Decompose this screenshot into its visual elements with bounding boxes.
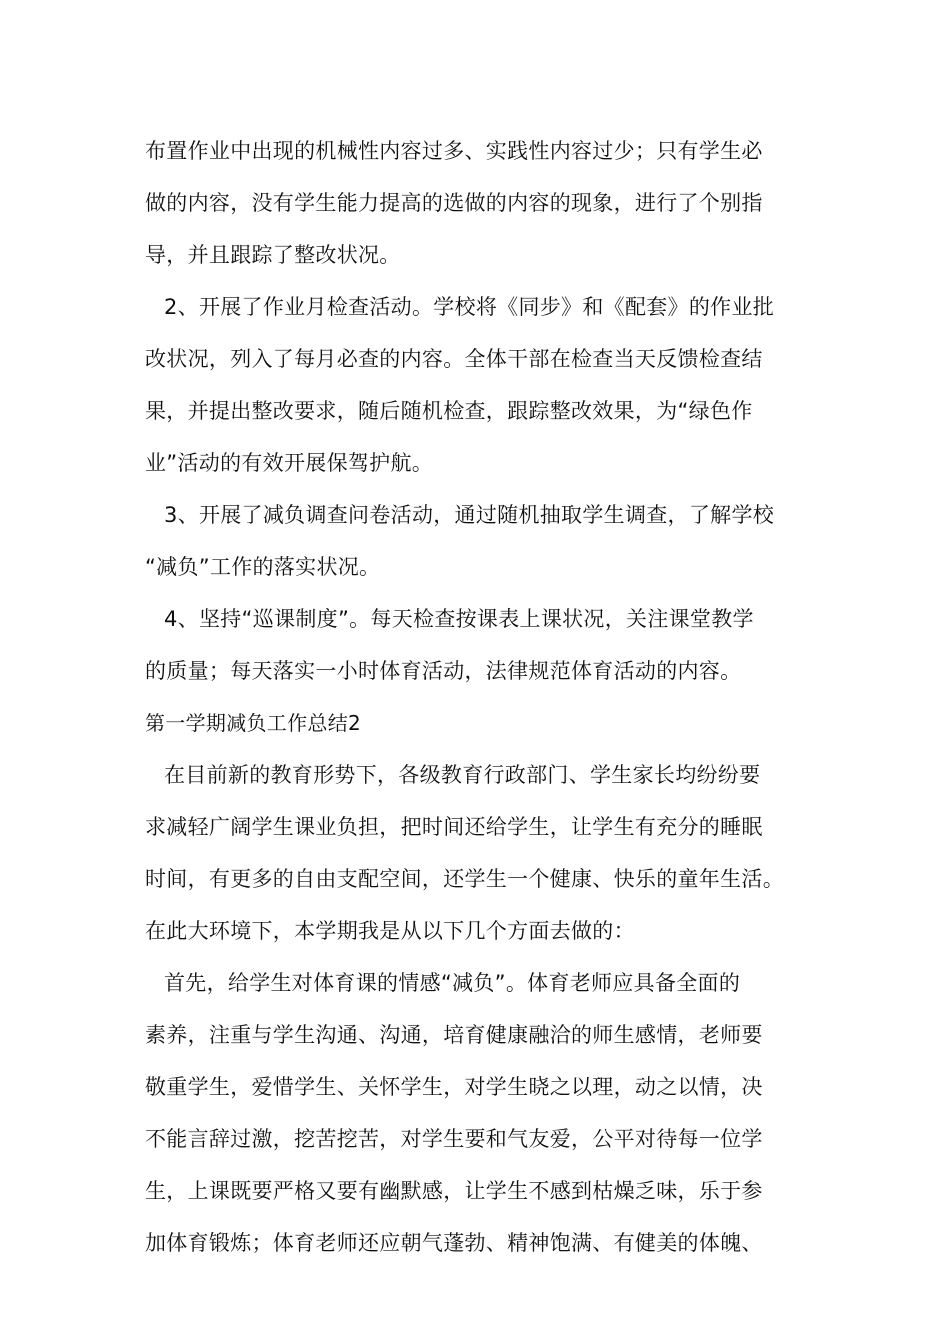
text-line: 布置作业中出现的机械性内容过多、实践性内容过少；只有学生必	[145, 139, 763, 163]
text-line: 求减轻广阔学生课业负担，把时间还给学生，让学生有充分的睡眠	[145, 815, 763, 839]
text-line: 4、坚持“巡课制度”。每天检查按课表上课状况，关注课堂教学	[164, 607, 754, 631]
text-line: “减负”工作的落实状况。	[145, 555, 381, 579]
text-line: 不能言辞过激，挖苦挖苦，对学生要和气友爱，公平对待每一位学	[145, 1127, 763, 1151]
text-line: 果，并提出整改要求，随后随机检查，跟踪整改效果，为“绿色作	[145, 399, 753, 423]
text-line: 生，上课既要严格又要有幽默感，让学生不感到枯燥乏味，乐于参	[145, 1179, 763, 1203]
text-line: 导，并且跟踪了整改状况。	[145, 243, 401, 267]
text-line: 敬重学生，爱惜学生、关怀学生，对学生晓之以理，动之以情，决	[145, 1075, 763, 1099]
text-line: 3、开展了减负调查问卷活动，通过随机抽取学生调查，了解学校	[164, 503, 775, 527]
text-line: 在目前新的教育形势下，各级教育行政部门、学生家长均纷纷要	[164, 763, 761, 787]
text-line: 做的内容，没有学生能力提高的选做的内容的现象，进行了个别指	[145, 191, 763, 215]
document-body	[145, 125, 815, 1269]
text-line: 的质量；每天落实一小时体育活动，法律规范体育活动的内容。	[145, 659, 742, 683]
text-line: 首先，给学生对体育课的情感“减负”。体育老师应具备全面的	[164, 971, 741, 995]
text-line: 改状况，列入了每月必查的内容。全体干部在检查当天反馈检查结	[145, 347, 763, 371]
section-heading: 第一学期减负工作总结2	[145, 711, 362, 735]
text-line: 加体育锻炼；体育老师还应朝气蓬勃、精神饱满、有健美的体魄、	[145, 1231, 763, 1255]
text-line: 时间，有更多的自由支配空间，还学生一个健康、快乐的童年生活。	[145, 867, 784, 891]
text-line: 业”活动的有效开展保驾护航。	[145, 451, 434, 475]
text-line: 在此大环境下，本学期我是从以下几个方面去做的：	[145, 919, 635, 943]
text-line: 素养，注重与学生沟通、沟通，培育健康融洽的师生感情，老师要	[145, 1023, 763, 1047]
text-line: 2、开展了作业月检查活动。学校将《同步》和《配套》的作业批	[164, 295, 775, 319]
